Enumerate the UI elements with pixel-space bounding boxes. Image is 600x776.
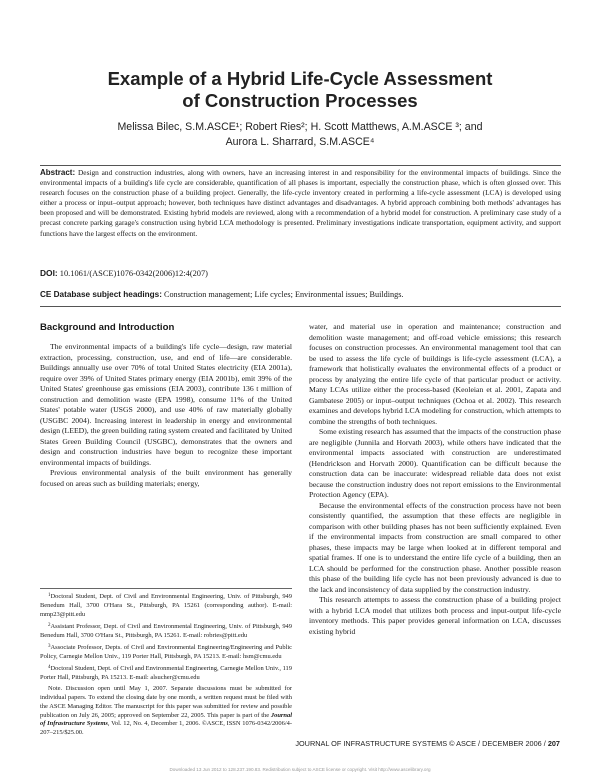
abstract [40, 168, 561, 239]
right-paragraph-1: water, and material use in operation and maintenance; construction and demolition waste management; and off-road vehicle emissions; this research focuses on construction processes. An environmental management tool that can be used to assess the life cycle of buildings is life-cycle assessment (LCA), a framework that holistically evaluates the environmental effects of a product or process by analyzing the entire life cycle of that particular product or activity. Many LCAs utilize either the process-based (Keoleian et al. 2001, Zapata and Gambatese 2005) or input–output techniques (Ochoa et al. 2002). This research examines and develops hybrid LCA modeling for construction, which attempts to combine the strengths of both techniques. [309, 322, 561, 426]
paper-title [40, 68, 560, 112]
abstract-label: Abstract: [40, 168, 76, 177]
abstract-bottom-rule [40, 306, 561, 307]
authors-line-1: Melissa Bilec, S.M.ASCE¹; Robert Ries²; H. Scott Matthews, A.M.ASCE ³; and [117, 121, 483, 133]
ce-subject-headings [40, 290, 403, 299]
footnote-2: $^2$Assistant Professor, Dept. of Civil and Environmental Engineering, Univ. of Pittsburgh, 949 Benedum Hall, 3700 O'Hara St., Pittsburgh, PA 15261. E-mail: robries@pitt.edu [40, 622, 292, 639]
footnote-rule [40, 588, 292, 589]
authors-line-2: Aurora L. Sharrard, S.M.ASCE⁴ [225, 136, 375, 148]
doi-label: DOI: [40, 268, 58, 278]
right-column [309, 322, 561, 637]
footnotes [40, 592, 292, 740]
ce-headings-label: CE Database subject headings: [40, 290, 162, 299]
section-heading: Background and Introduction [40, 322, 175, 333]
discussion-note: Note. Discussion open until May 1, 2007. Separate discussions must be submitted for individual papers. To extend the closing date by one month, a written request must be filed with the ASCE Managing Editor. The manuscript for this paper was submitted for review and possible publication on July 26, 2005; approved on September 22, 2005. This paper is part of the Journal of Infrastructure Systems, Vol. 12, No. 4, December 1, 2006. ©ASCE, ISSN 1076-0342/2006/4-207–215/$25.00. [40, 685, 292, 737]
download-notice: Downloaded 13 Jun 2012 to 128.237.190.83. Redistribution subject to ASCE license or copyright. Visit http://www.ascelibrary.org [169, 767, 431, 772]
abstract-text: Design and construction industries, along with owners, have an increasing interest in and responsibility for the environmental impacts of buildings. Since the environmental impacts of a building's life cycle are considerable, quantification of all phases is important, especially the construction phase, which is often glossed over. This research focuses on the construction phase of a building project. Generally, the life-cycle inventory created in performing a life-cycle assessment (LCA) is developed using either a process or input–output approach; however, both techniques have distinct advantages and disadvantages. A hybrid approach combining both methods' advantages has been proposed and will be demonstrated. Existing hybrid models are reviewed, along with a recommendation of a hybrid model for construction. A preliminary case study of a precast concrete parking garage's construction using hybrid LCA methodology is presented. Preliminary investigations indicate transportation, equipment activity, and support functions have the largest effects on the environment. [40, 168, 561, 238]
right-paragraph-3: Because the environmental effects of the construction process have not been consistently quantified, the assumption that these effects are negligible in comparison with other building phases has not been sufficiently explained. Even if the environmental impacts from construction are small compared to other phases, these impacts may be large when looked at in different temporal and spatial frames. If one is to understand the entire life cycle of a building, then an LCA should be performed for the construction phase. Another possible reason this phase of the building life cycle has not been previously advanced is due to the lack and inconsistency of data supplied by the construction industry. [309, 500, 561, 594]
left-paragraph-2: Previous environmental analysis of the built environment has generally focused on areas such as building materials; energy, [40, 468, 292, 488]
footnote-4: $^4$Doctoral Student, Dept. of Civil and Environmental Engineering, Carnegie Mellon Univ., 119 Porter Hall, Pittsburgh, PA 15213. E-mail: alsucher@cmu.edu [40, 665, 292, 681]
right-paragraph-4: This research attempts to assess the construction phase of a building project with a hybrid LCA model that utilizes both process and input-output life-cycle inventory methods. This paper provides general information on LCA, discusses existing hybrid [309, 595, 561, 636]
page-number: 207 [547, 739, 560, 748]
footnote-3: $^3$Associate Professor, Depts. of Civil and Environmental Engineering/Engineering and Public Policy, Carnegie Mellon Univ., 119 Porter Hall, Pittsburgh, PA 15213. E-mail: hsm@cmu.edu [40, 643, 292, 660]
author-list [40, 120, 560, 150]
right-paragraph-2: Some existing research has assumed that the impacts of the construction phase are negligible (Junnila and Horvath 2003), while others have indicated that the environmental impacts associated with construction are underestimated (Hendrickson and Horvath 2000). Quantification can be difficult because the construction data can be inaccurate: widespread reliable data does not exist because the construction industry does not report emissions to the Environmental Protection Agency (EPA). [309, 427, 561, 499]
footnote-1: $^1$Doctoral Student, Dept. of Civil and Environmental Engineering, Univ. of Pittsburgh, 949 Benedum Hall, 3700 O'Hara St., Pittsburgh, PA 15261 (corresponding author). E-mail: mmp23@pitt.edu [40, 593, 292, 618]
left-column [40, 342, 292, 489]
abstract-top-rule [40, 165, 561, 166]
footer-journal: JOURNAL OF INFRASTRUCTURE SYSTEMS © ASCE / DECEMBER 2006 / [295, 739, 546, 748]
left-paragraph-1: The environmental impacts of a building's life cycle—design, raw material extraction, processing, construction, use, and end of life—are considerable. Buildings annually use over 70% of total United States electricity (EIA 2001a), require over 39% of United States primary energy (EIA 2001b), emit 39% of the United States' greenhouse gas emissions (EIA 2003), contribute 136 t million of construction and demolition waste (EPA 1998), consume 11% of the United States' potable water (USGS 2000), and use 40% of raw materially globally (USGBC 2004). Increasing interest in leadership in energy and environmental design (LEED), the green building rating system created and facilitated by United States Green Building Council (USGBC), demonstrates that the owners and design and construction industries have begun to recognize these important environmental impacts of buildings. [40, 342, 292, 467]
doi-line [40, 268, 208, 278]
ce-headings-value: Construction management; Life cycles; Environmental issues; Buildings. [163, 290, 404, 299]
journal-name: Journal of Infrastructure Systems [40, 711, 292, 728]
page-footer [295, 739, 560, 748]
title-line-1: Example of a Hybrid Life-Cycle Assessment [107, 68, 493, 89]
title-line-2: of Construction Processes [182, 90, 418, 111]
doi-value[interactable]: 10.1061/(ASCE)1076-0342(2006)12:4(207) [59, 269, 208, 278]
